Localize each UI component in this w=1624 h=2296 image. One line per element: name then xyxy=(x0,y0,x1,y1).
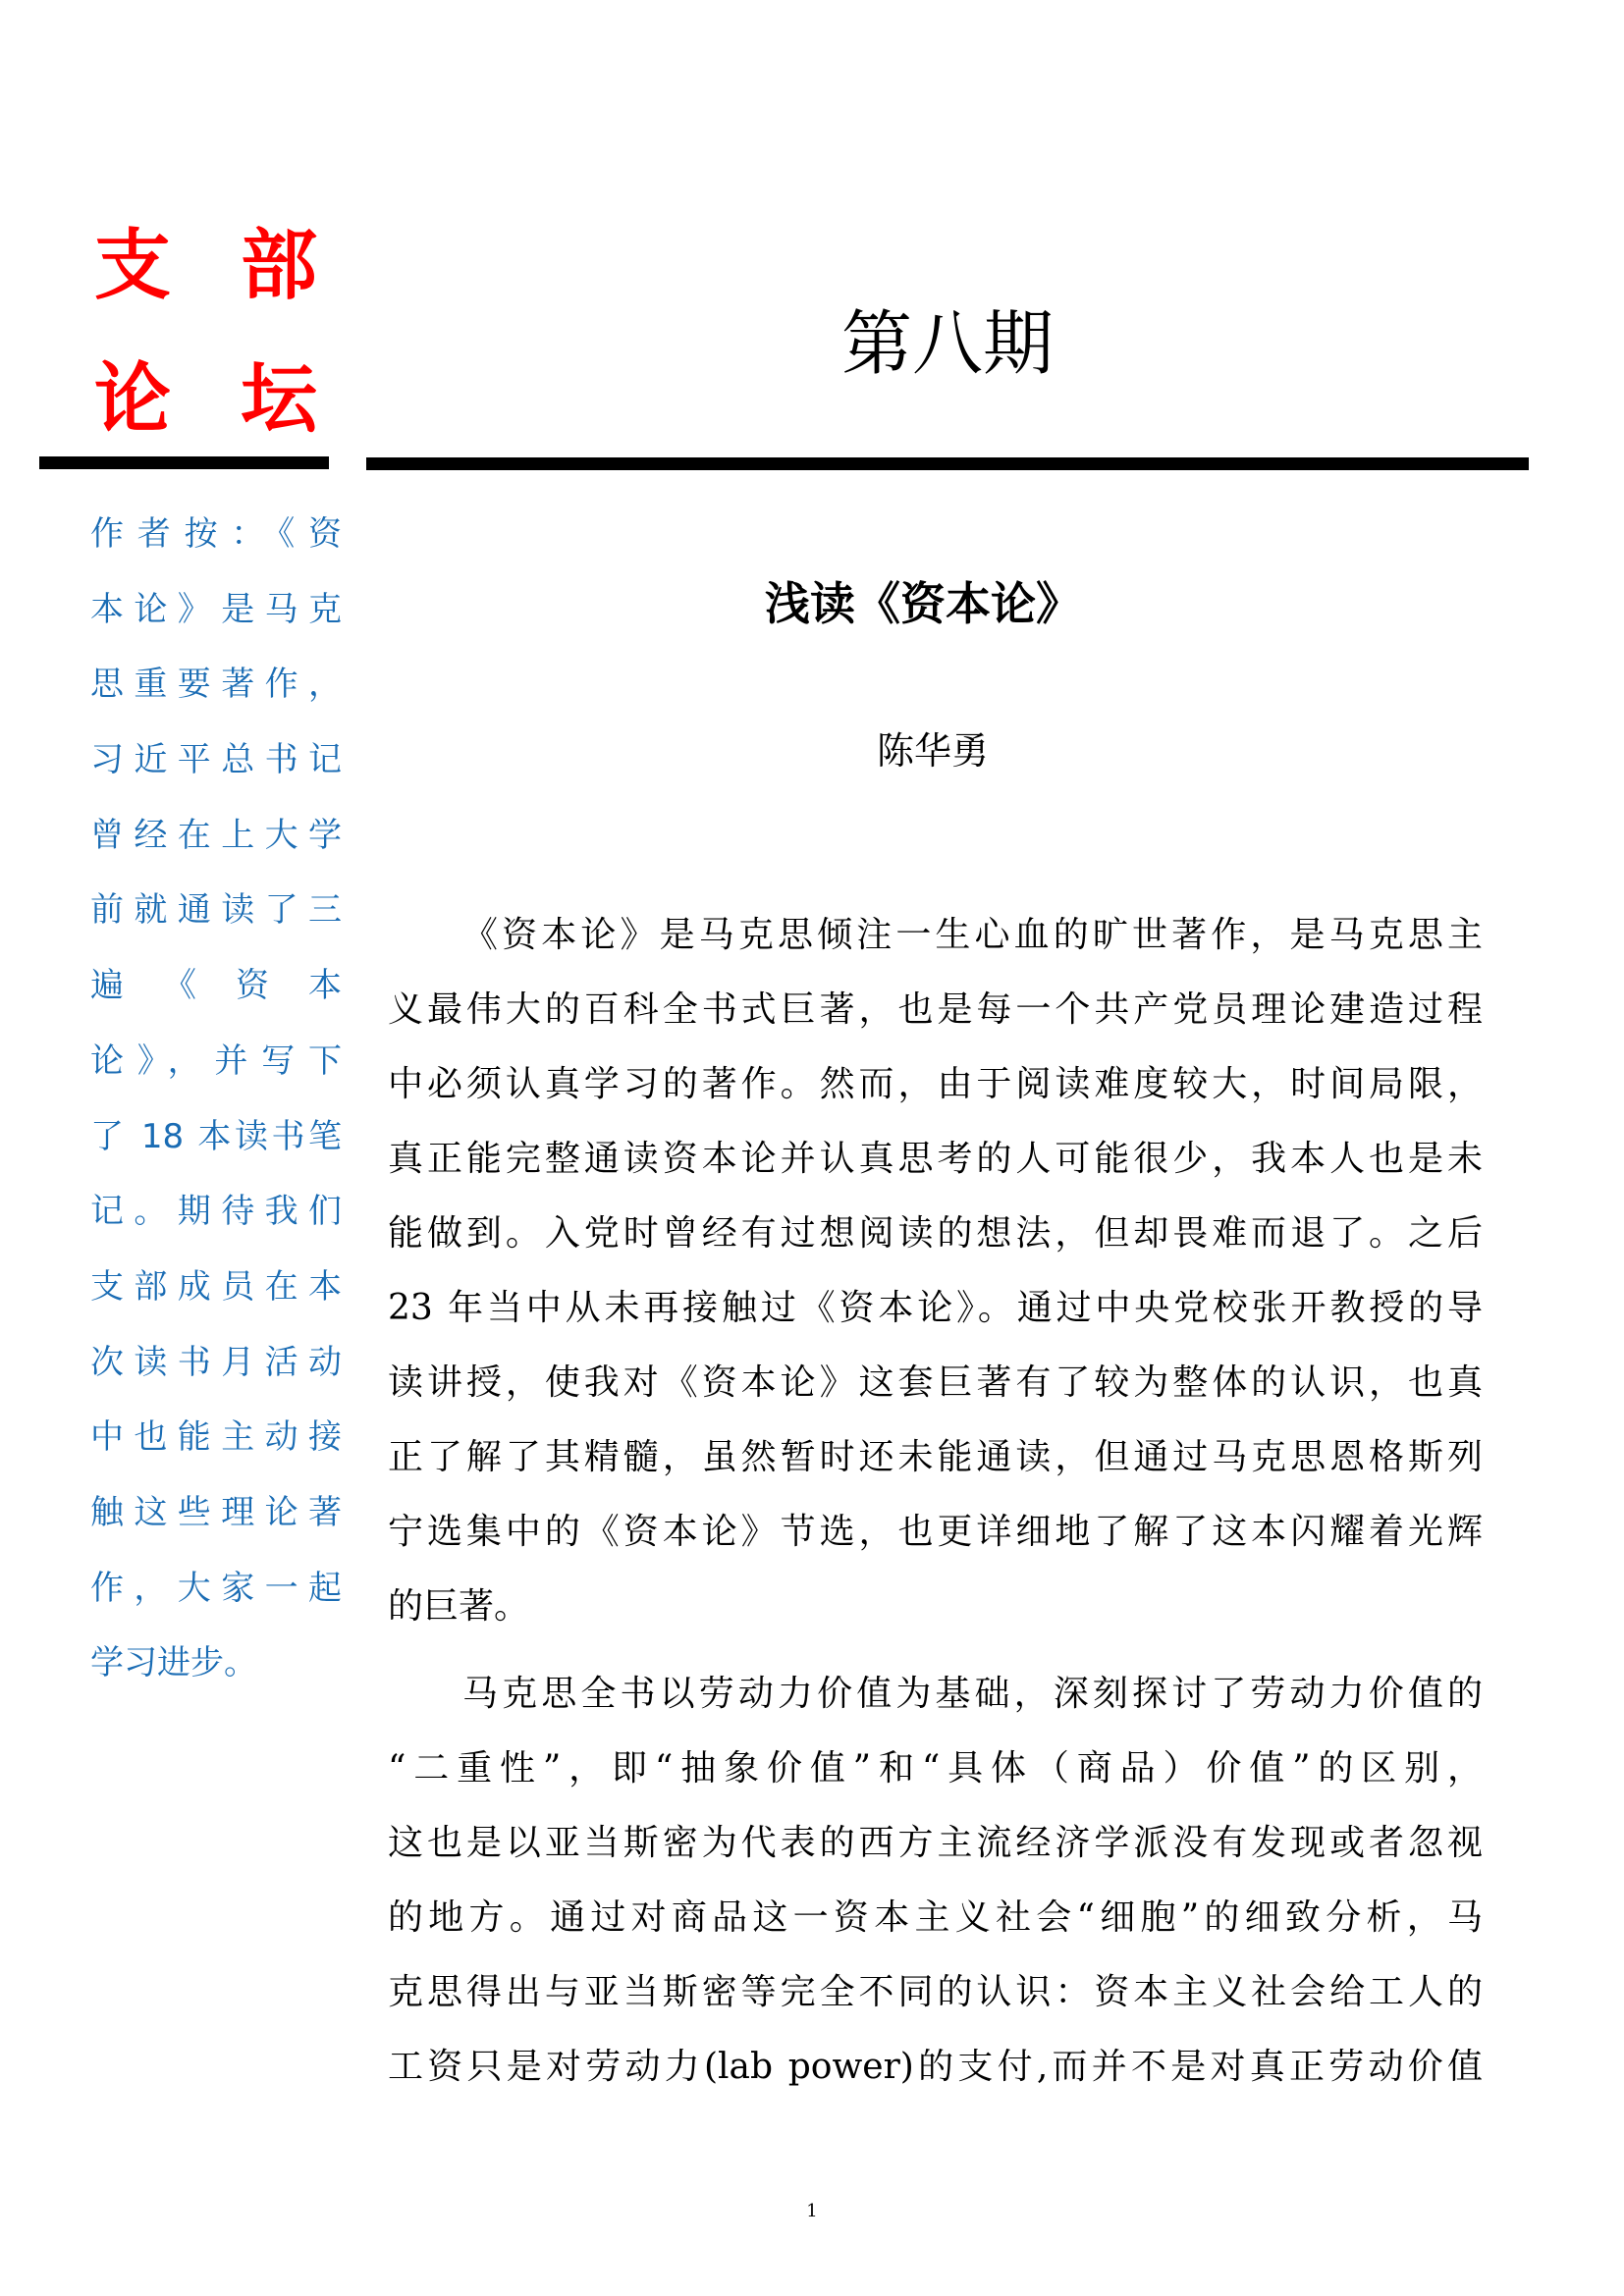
sidebar-line: 习近平总书记 xyxy=(90,740,342,780)
sidebar-line: 了 18 本读书笔 xyxy=(90,1116,342,1156)
sidebar-line: 论》，并写下 xyxy=(90,1041,342,1081)
sidebar-line: 曾经在上大学 xyxy=(90,815,342,855)
body-line: 的地方。通过对商品这一资本主义社会“细胞”的细致分析，马 xyxy=(388,1897,1483,1938)
body-line: 正了解了其精髓，虽然暂时还未能通读，但通过马克思恩格斯列 xyxy=(388,1437,1483,1477)
sidebar-line: 作，大家一起 xyxy=(90,1568,342,1608)
body-line: 真正能完整通读资本论并认真思考的人可能很少，我本人也是未 xyxy=(388,1139,1483,1179)
sidebar-line: 中也能主动接 xyxy=(90,1417,342,1458)
body-line: 能做到。入党时曾经有过想阅读的想法，但却畏难而退了。之后 xyxy=(388,1213,1483,1254)
body-line: “二重性”，即“抽象价值”和“具体（商品）价值”的区别， xyxy=(388,1748,1483,1789)
sidebar-line: 遍 《 资 本 xyxy=(90,966,342,1006)
body-paragraph-1 xyxy=(388,898,1483,1644)
sidebar-line: 学习进步。 xyxy=(90,1643,257,1683)
header-rule-left xyxy=(39,456,329,469)
sidebar-line: 支部成员在本 xyxy=(90,1266,342,1307)
column-title-line-2: 论 坛 xyxy=(94,355,340,444)
body-line: 克思得出与亚当斯密等完全不同的认识：资本主义社会给工人的 xyxy=(388,1972,1483,2012)
body-line: 中必须认真学习的著作。然而，由于阅读难度较大，时间局限， xyxy=(388,1064,1483,1104)
body-line: 23 年当中从未再接触过《资本论》。通过中央党校张开教授的导 xyxy=(388,1288,1483,1328)
body-line: 马克思全书以劳动力价值为基础，深刻探讨了劳动力价值的 xyxy=(462,1674,1483,1714)
column-title-line-1: 支 部 xyxy=(94,222,340,310)
issue-number: 第八期 xyxy=(840,302,1054,385)
article-title: 浅读《资本论》 xyxy=(765,577,1081,630)
body-paragraph-2 xyxy=(388,1657,1483,2105)
body-line: 的巨著。 xyxy=(388,1586,530,1627)
body-line: 《资本论》是马克思倾注一生心血的旷世著作，是马克思主 xyxy=(462,915,1483,955)
body-line: 工资只是对劳动力(lab power)的支付,而并不是对真正劳动价值 xyxy=(388,2047,1483,2087)
sidebar-line: 本论》是马克 xyxy=(90,589,342,629)
sidebar-line: 思重要著作， xyxy=(90,665,342,705)
author-note-sidebar xyxy=(90,497,342,1701)
body-line: 义最伟大的百科全书式巨著，也是每一个共产党员理论建造过程 xyxy=(388,989,1483,1030)
sidebar-line: 作者按：《资 xyxy=(90,514,342,554)
sidebar-line: 次读书月活动 xyxy=(90,1342,342,1382)
sidebar-line: 记。期待我们 xyxy=(90,1192,342,1232)
header-rule-right xyxy=(366,457,1529,470)
body-line: 宁选集中的《资本论》节选，也更详细地了解了这本闪耀着光辉 xyxy=(388,1512,1483,1552)
article-author: 陈华勇 xyxy=(876,729,989,773)
page-number: 1 xyxy=(806,2201,818,2221)
body-line: 读讲授，使我对《资本论》这套巨著有了较为整体的认识，也真 xyxy=(388,1362,1483,1403)
sidebar-line: 前就通读了三 xyxy=(90,890,342,931)
sidebar-line: 触这些理论著 xyxy=(90,1492,342,1532)
body-line: 这也是以亚当斯密为代表的西方主流经济学派没有发现或者忽视 xyxy=(388,1823,1483,1863)
